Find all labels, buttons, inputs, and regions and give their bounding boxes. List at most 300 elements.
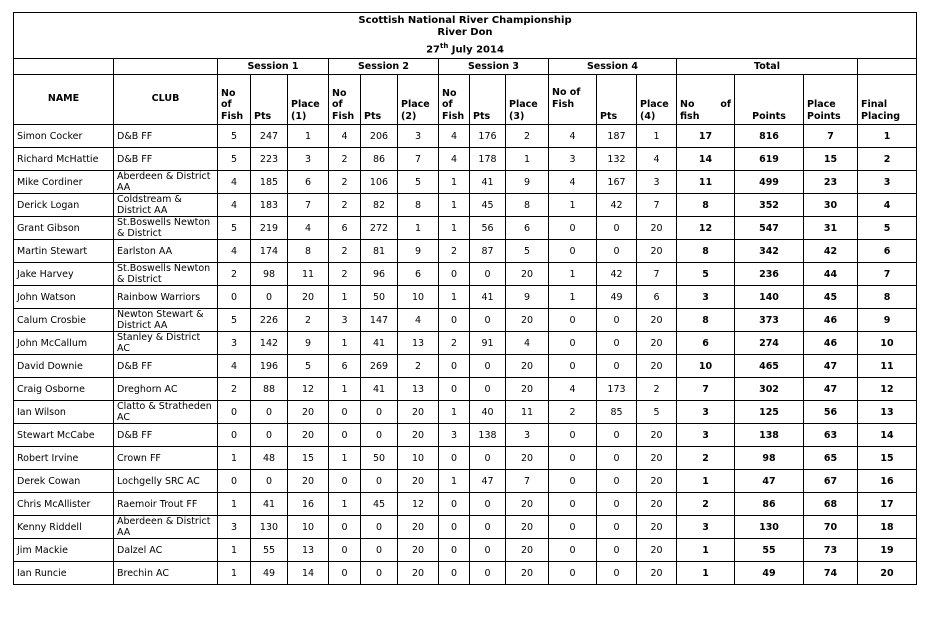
session-1-place: 7 (288, 194, 329, 217)
session-4-pts: 187 (597, 125, 637, 148)
session-4-fish: 4 (549, 125, 597, 148)
table-row (14, 378, 917, 401)
session-3-fish: 3 (439, 424, 470, 447)
session-1-pts: 142 (251, 332, 288, 355)
points-header: Points (735, 75, 804, 125)
club-name: Dalzel AC (114, 539, 218, 562)
session-4-pts: 0 (597, 447, 637, 470)
session-3-fish: 0 (439, 539, 470, 562)
session-4-fish: 0 (549, 332, 597, 355)
session-1-fish: 3 (218, 332, 251, 355)
session-1-place: 9 (288, 332, 329, 355)
session-3-fish: 2 (439, 240, 470, 263)
session-1-fish: 0 (218, 286, 251, 309)
session-1-pts: 219 (251, 217, 288, 240)
club-name: Newton Stewart & District AA (114, 309, 218, 332)
river-name: River Don (437, 27, 493, 39)
session-3-fish: 0 (439, 355, 470, 378)
session-2-place: 3 (398, 125, 439, 148)
place-points: 44 (804, 263, 858, 286)
session-2-fish: 0 (329, 562, 361, 585)
session-4-fish: 0 (549, 516, 597, 539)
session-4-pts: 49 (597, 286, 637, 309)
session-3-pts: 91 (470, 332, 506, 355)
final-placing: 14 (858, 424, 917, 447)
place-points: 30 (804, 194, 858, 217)
final-placing: 13 (858, 401, 917, 424)
session-4-pts: 0 (597, 424, 637, 447)
total-points: 816 (735, 125, 804, 148)
session-1-pts: 0 (251, 286, 288, 309)
session-3-fish: 0 (439, 562, 470, 585)
session-2-pts: 82 (361, 194, 398, 217)
session-2-place: 6 (398, 263, 439, 286)
session-1-pts: 223 (251, 148, 288, 171)
session-2-pts: 0 (361, 539, 398, 562)
final-placing: 16 (858, 470, 917, 493)
place-points: 23 (804, 171, 858, 194)
session-1-place: 13 (288, 539, 329, 562)
total-fish: 3 (677, 286, 735, 309)
final-placing: 8 (858, 286, 917, 309)
session-3-fish: 0 (439, 447, 470, 470)
session-2-place: 7 (398, 148, 439, 171)
competitor-name: Derick Logan (14, 194, 114, 217)
final-placing: 7 (858, 263, 917, 286)
table-row (14, 194, 917, 217)
total-fish: 10 (677, 355, 735, 378)
total-fish: 8 (677, 309, 735, 332)
session-3-pts: 45 (470, 194, 506, 217)
session-1-fish: 5 (218, 125, 251, 148)
session-4-pts: 0 (597, 470, 637, 493)
place-header-3: Place (3) (506, 75, 549, 125)
session-2-pts: 0 (361, 401, 398, 424)
session-1-place: 20 (288, 424, 329, 447)
session-3-pts: 176 (470, 125, 506, 148)
session-3-place: 20 (506, 516, 549, 539)
column-header-row (14, 75, 917, 125)
session-1-pts: 0 (251, 470, 288, 493)
table-row (14, 562, 917, 585)
total-points: 130 (735, 516, 804, 539)
session-4-pts: 42 (597, 263, 637, 286)
session-3-pts: 178 (470, 148, 506, 171)
session-4-place: 7 (637, 263, 677, 286)
session-4-pts: 0 (597, 493, 637, 516)
table-row (14, 286, 917, 309)
total-fish: 8 (677, 240, 735, 263)
session-3-pts: 41 (470, 286, 506, 309)
session-group-row (14, 59, 917, 75)
club-name: St.Boswells Newton & District (114, 263, 218, 286)
session-4-pts: 0 (597, 217, 637, 240)
session-4-place: 6 (637, 286, 677, 309)
session-3-fish: 1 (439, 286, 470, 309)
competitor-name: Chris McAllister (14, 493, 114, 516)
final-placing: 5 (858, 217, 917, 240)
session-3-place: 20 (506, 562, 549, 585)
session-3-place: 20 (506, 355, 549, 378)
total-points: 138 (735, 424, 804, 447)
session-1-pts: 183 (251, 194, 288, 217)
session-2-fish: 4 (329, 125, 361, 148)
session-2-pts: 269 (361, 355, 398, 378)
session-3-pts: 0 (470, 539, 506, 562)
session-1-place: 4 (288, 217, 329, 240)
session-2-fish: 0 (329, 401, 361, 424)
session-3-place: 1 (506, 148, 549, 171)
session-3-pts: 0 (470, 562, 506, 585)
session-1-place: 8 (288, 240, 329, 263)
session-4-place: 20 (637, 562, 677, 585)
total-fish: 3 (677, 424, 735, 447)
session-2-place: 9 (398, 240, 439, 263)
session-2-place: 10 (398, 447, 439, 470)
final-placing: 3 (858, 171, 917, 194)
table-row (14, 470, 917, 493)
session-2-fish: 2 (329, 148, 361, 171)
final-placing: 2 (858, 148, 917, 171)
competitor-name: Kenny Riddell (14, 516, 114, 539)
competitor-name: Craig Osborne (14, 378, 114, 401)
session-3-pts: 41 (470, 171, 506, 194)
session-4-header: Session 4 (549, 59, 677, 75)
club-name: Aberdeen & District AA (114, 171, 218, 194)
total-fish-header: No of fish (677, 75, 735, 125)
competitor-name: Calum Crosbie (14, 309, 114, 332)
session-4-pts: 0 (597, 355, 637, 378)
session-1-place: 20 (288, 470, 329, 493)
session-3-fish: 0 (439, 309, 470, 332)
session-4-fish: 0 (549, 240, 597, 263)
session-1-place: 11 (288, 263, 329, 286)
session-3-pts: 0 (470, 516, 506, 539)
total-fish: 1 (677, 470, 735, 493)
session-4-pts: 0 (597, 539, 637, 562)
pts-header-1: Pts (251, 75, 288, 125)
place-points: 67 (804, 470, 858, 493)
total-fish: 2 (677, 447, 735, 470)
session-2-fish: 2 (329, 263, 361, 286)
session-4-pts: 132 (597, 148, 637, 171)
final-placing: 6 (858, 240, 917, 263)
session-3-fish: 4 (439, 148, 470, 171)
total-fish: 3 (677, 401, 735, 424)
session-1-place: 1 (288, 125, 329, 148)
session-2-pts: 50 (361, 447, 398, 470)
session-3-place: 20 (506, 263, 549, 286)
place-points: 68 (804, 493, 858, 516)
session-2-pts: 0 (361, 424, 398, 447)
session-3-fish: 1 (439, 470, 470, 493)
session-2-place: 20 (398, 516, 439, 539)
session-4-fish: 1 (549, 194, 597, 217)
table-row (14, 493, 917, 516)
session-1-place: 12 (288, 378, 329, 401)
session-3-fish: 0 (439, 516, 470, 539)
session-2-place: 8 (398, 194, 439, 217)
club-name: Dreghorn AC (114, 378, 218, 401)
session-1-fish: 5 (218, 148, 251, 171)
session-4-fish: 2 (549, 401, 597, 424)
session-2-pts: 272 (361, 217, 398, 240)
final-placing: 15 (858, 447, 917, 470)
session-2-fish: 2 (329, 171, 361, 194)
session-3-pts: 0 (470, 355, 506, 378)
session-3-pts: 40 (470, 401, 506, 424)
session-3-place: 6 (506, 217, 549, 240)
session-1-fish: 1 (218, 447, 251, 470)
total-points: 236 (735, 263, 804, 286)
place-points: 56 (804, 401, 858, 424)
final-placing: 17 (858, 493, 917, 516)
session-1-pts: 98 (251, 263, 288, 286)
session-3-place: 2 (506, 125, 549, 148)
session-2-fish: 0 (329, 470, 361, 493)
place-points: 63 (804, 424, 858, 447)
table-row (14, 148, 917, 171)
table-row (14, 125, 917, 148)
club-name: Raemoir Trout FF (114, 493, 218, 516)
competitor-name: Ian Runcie (14, 562, 114, 585)
session-4-pts: 167 (597, 171, 637, 194)
total-fish: 1 (677, 562, 735, 585)
total-points: 465 (735, 355, 804, 378)
session-1-fish: 2 (218, 263, 251, 286)
session-1-place: 14 (288, 562, 329, 585)
total-points: 98 (735, 447, 804, 470)
final-placing: 20 (858, 562, 917, 585)
fish-header-3: No of Fish (439, 75, 470, 125)
session-3-fish: 0 (439, 263, 470, 286)
total-points: 302 (735, 378, 804, 401)
session-3-pts: 0 (470, 263, 506, 286)
total-fish: 11 (677, 171, 735, 194)
session-2-place: 20 (398, 470, 439, 493)
session-4-place: 20 (637, 240, 677, 263)
session-3-pts: 47 (470, 470, 506, 493)
competitor-name: Derek Cowan (14, 470, 114, 493)
session-4-fish: 0 (549, 539, 597, 562)
session-3-place: 9 (506, 171, 549, 194)
session-1-place: 20 (288, 286, 329, 309)
place-points: 65 (804, 447, 858, 470)
session-1-pts: 196 (251, 355, 288, 378)
club-name: Coldstream & District AA (114, 194, 218, 217)
session-2-fish: 1 (329, 447, 361, 470)
total-points: 55 (735, 539, 804, 562)
session-2-place: 20 (398, 562, 439, 585)
session-2-pts: 96 (361, 263, 398, 286)
session-4-place: 20 (637, 470, 677, 493)
session-2-place: 4 (398, 309, 439, 332)
session-2-fish: 3 (329, 309, 361, 332)
session-1-header: Session 1 (218, 59, 329, 75)
final-placing: 12 (858, 378, 917, 401)
blank-cell (14, 59, 114, 75)
session-3-pts: 0 (470, 447, 506, 470)
session-4-fish: 3 (549, 148, 597, 171)
club-name: Aberdeen & District AA (114, 516, 218, 539)
session-1-fish: 1 (218, 539, 251, 562)
total-points: 342 (735, 240, 804, 263)
table-row (14, 171, 917, 194)
session-1-pts: 130 (251, 516, 288, 539)
place-header-4: Place (4) (637, 75, 677, 125)
session-2-fish: 6 (329, 355, 361, 378)
session-4-place: 20 (637, 539, 677, 562)
session-2-fish: 1 (329, 332, 361, 355)
club-name: Rainbow Warriors (114, 286, 218, 309)
total-fish: 2 (677, 493, 735, 516)
final-placing: 19 (858, 539, 917, 562)
session-2-place: 20 (398, 424, 439, 447)
fish-header-4: No of Fish (549, 75, 597, 125)
session-3-pts: 0 (470, 309, 506, 332)
results-table (13, 12, 917, 585)
place-header-1: Place (1) (288, 75, 329, 125)
place-points: 46 (804, 309, 858, 332)
total-points: 373 (735, 309, 804, 332)
session-4-place: 20 (637, 493, 677, 516)
final-placing: 1 (858, 125, 917, 148)
competitor-name: Stewart McCabe (14, 424, 114, 447)
championship-title: Scottish National River Championship (358, 14, 572, 26)
table-row (14, 309, 917, 332)
place-points: 74 (804, 562, 858, 585)
table-row (14, 516, 917, 539)
session-4-pts: 173 (597, 378, 637, 401)
total-fish: 8 (677, 194, 735, 217)
session-4-fish: 0 (549, 470, 597, 493)
place-points: 7 (804, 125, 858, 148)
session-1-place: 16 (288, 493, 329, 516)
session-1-pts: 0 (251, 424, 288, 447)
session-3-fish: 0 (439, 378, 470, 401)
session-2-fish: 1 (329, 378, 361, 401)
session-1-place: 5 (288, 355, 329, 378)
table-row (14, 332, 917, 355)
session-2-fish: 2 (329, 240, 361, 263)
session-2-fish: 1 (329, 493, 361, 516)
fish-header-2: No of Fish (329, 75, 361, 125)
club-name: D&B FF (114, 148, 218, 171)
session-3-fish: 1 (439, 401, 470, 424)
session-4-place: 5 (637, 401, 677, 424)
club-name: Brechin AC (114, 562, 218, 585)
session-3-pts: 87 (470, 240, 506, 263)
session-3-place: 11 (506, 401, 549, 424)
session-4-place: 3 (637, 171, 677, 194)
total-fish: 12 (677, 217, 735, 240)
total-points: 47 (735, 470, 804, 493)
session-4-place: 20 (637, 447, 677, 470)
fish-header-1: No of Fish (218, 75, 251, 125)
club-name: D&B FF (114, 125, 218, 148)
club-name: Stanley & District AC (114, 332, 218, 355)
place-points-header: Place Points (804, 75, 858, 125)
place-points: 31 (804, 217, 858, 240)
club-name: Lochgelly SRC AC (114, 470, 218, 493)
total-points: 619 (735, 148, 804, 171)
place-points: 47 (804, 378, 858, 401)
session-1-fish: 5 (218, 309, 251, 332)
place-header-2: Place (2) (398, 75, 439, 125)
total-points: 352 (735, 194, 804, 217)
session-2-place: 10 (398, 286, 439, 309)
competitor-name: Simon Cocker (14, 125, 114, 148)
session-4-fish: 4 (549, 171, 597, 194)
session-1-fish: 3 (218, 516, 251, 539)
session-1-fish: 0 (218, 401, 251, 424)
session-2-pts: 81 (361, 240, 398, 263)
blank-cell (858, 59, 917, 75)
table-row (14, 539, 917, 562)
competitor-name: Ian Wilson (14, 401, 114, 424)
competitor-name: Richard McHattie (14, 148, 114, 171)
final-placing: 9 (858, 309, 917, 332)
competitor-name: Jake Harvey (14, 263, 114, 286)
final-placing: 4 (858, 194, 917, 217)
table-row (14, 217, 917, 240)
session-1-pts: 247 (251, 125, 288, 148)
session-1-fish: 4 (218, 171, 251, 194)
pts-header-2: Pts (361, 75, 398, 125)
competitor-name: Mike Cordiner (14, 171, 114, 194)
session-3-fish: 0 (439, 493, 470, 516)
session-1-pts: 48 (251, 447, 288, 470)
session-1-fish: 1 (218, 493, 251, 516)
session-4-fish: 0 (549, 309, 597, 332)
pts-header-3: Pts (470, 75, 506, 125)
table-row (14, 401, 917, 424)
total-fish: 3 (677, 516, 735, 539)
total-points: 274 (735, 332, 804, 355)
session-1-fish: 0 (218, 470, 251, 493)
total-header: Total (677, 59, 858, 75)
total-fish: 14 (677, 148, 735, 171)
session-3-place: 5 (506, 240, 549, 263)
session-1-fish: 1 (218, 562, 251, 585)
session-4-fish: 0 (549, 447, 597, 470)
session-1-pts: 41 (251, 493, 288, 516)
final-placing: 11 (858, 355, 917, 378)
club-name: D&B FF (114, 355, 218, 378)
session-4-place: 20 (637, 332, 677, 355)
competitor-name: Grant Gibson (14, 217, 114, 240)
session-3-fish: 1 (439, 217, 470, 240)
session-3-place: 20 (506, 309, 549, 332)
club-header: CLUB (114, 75, 218, 125)
blank-cell (114, 59, 218, 75)
place-points: 70 (804, 516, 858, 539)
session-2-place: 12 (398, 493, 439, 516)
session-3-place: 8 (506, 194, 549, 217)
session-2-place: 1 (398, 217, 439, 240)
session-4-pts: 0 (597, 516, 637, 539)
session-1-pts: 88 (251, 378, 288, 401)
session-1-pts: 185 (251, 171, 288, 194)
session-4-fish: 1 (549, 263, 597, 286)
session-1-pts: 226 (251, 309, 288, 332)
total-points: 125 (735, 401, 804, 424)
session-3-fish: 2 (439, 332, 470, 355)
competitor-name: Robert Irvine (14, 447, 114, 470)
session-2-pts: 0 (361, 470, 398, 493)
place-points: 15 (804, 148, 858, 171)
competitor-name: Jim Mackie (14, 539, 114, 562)
